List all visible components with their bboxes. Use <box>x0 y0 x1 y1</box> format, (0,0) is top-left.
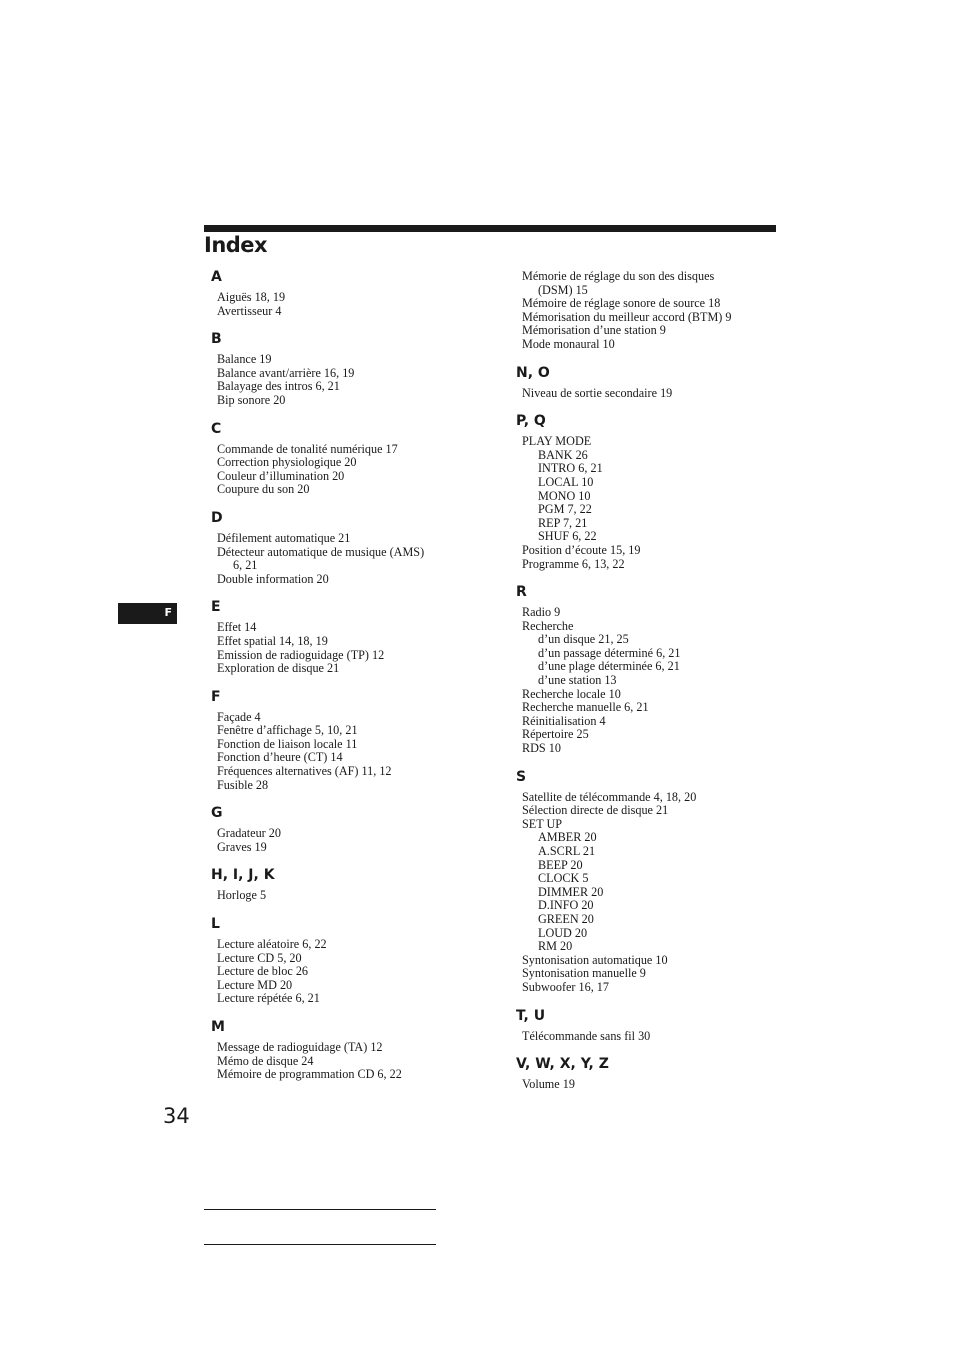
index-entry: Sélection directe de disque 21 <box>522 803 669 818</box>
index-entry: Horloge 5 <box>217 888 267 903</box>
index-entry: Lecture de bloc 26 <box>217 964 309 979</box>
index-entry: Effet spatial 14, 18, 19 <box>217 633 328 648</box>
index-group-m-continued <box>516 270 776 352</box>
index-entry: Fréquences alternatives (AF) 11, 12 <box>217 764 392 779</box>
index-entry: Avertisseur 4 <box>217 303 282 318</box>
index-entry: Fusible 28 <box>217 777 269 792</box>
index-entry: Mémo de disque 24 <box>217 1053 314 1068</box>
index-entry: Recherche manuelle 6, 21 <box>522 700 649 715</box>
index-entry-continued: (DSM) 15 <box>538 282 588 297</box>
index-entry: Réinitialisation 4 <box>522 713 606 728</box>
index-subentry: GREEN 20 <box>538 911 594 926</box>
index-subentry: LOCAL 10 <box>538 474 594 489</box>
group-letter: P, Q <box>516 413 546 430</box>
index-entry: Lecture MD 20 <box>217 977 293 992</box>
index-entry-continued: 6, 21 <box>233 558 258 573</box>
group-letter: E <box>211 599 221 616</box>
page-title: Index <box>204 233 268 257</box>
index-entry: Gradateur 20 <box>217 826 281 841</box>
index-entry: Correction physiologique 20 <box>217 455 357 470</box>
index-subentry: A.SCRL 21 <box>538 844 596 858</box>
index-subentry: BANK 26 <box>538 447 588 462</box>
index-group-vwxyz <box>516 1055 776 1092</box>
index-entry: Mémorisation d’une station 9 <box>522 323 666 338</box>
index-subentry: D.INFO 20 <box>538 898 594 913</box>
index-entry: Détecteur automatique de musique (AMS) <box>217 544 425 559</box>
index-entry: Emission de radioguidage (TP) 12 <box>217 647 385 662</box>
index-group-g <box>211 804 501 854</box>
index-entry: PLAY MODE <box>522 434 592 449</box>
index-entry: Commande de tonalité numérique 17 <box>217 441 398 456</box>
index-entry: Bip sonore 20 <box>217 392 286 407</box>
index-subentry: PGM 7, 22 <box>538 502 592 517</box>
bottom-rule <box>204 1244 436 1245</box>
index-subentry: RM 20 <box>538 939 573 954</box>
index-subentry: AMBER 20 <box>538 830 597 845</box>
index-entry: Exploration de disque 21 <box>217 661 340 676</box>
index-subentry: d’une plage déterminée 6, 21 <box>538 659 680 674</box>
index-group-no <box>516 364 776 401</box>
group-letter: A <box>211 269 222 285</box>
index-group-hijk <box>211 866 501 903</box>
index-group-b <box>211 330 501 407</box>
group-letter: T, U <box>516 1007 546 1024</box>
group-letter: B <box>211 331 222 348</box>
index-group-e <box>211 598 501 675</box>
index-entry: Radio 9 <box>522 605 561 620</box>
index-entry: Double information 20 <box>217 571 329 586</box>
index-entry: Défilement automatique 21 <box>217 530 351 545</box>
index-subentry: d’une station 13 <box>538 673 617 688</box>
index-subentry: DIMMER 20 <box>538 884 604 899</box>
index-column-left <box>211 268 501 1082</box>
index-entry: Balance avant/arrière 16, 19 <box>217 365 355 380</box>
index-entry: Mode monaural 10 <box>522 336 615 351</box>
index-entry: Mémoire de réglage sonore de source 18 <box>522 296 721 311</box>
index-entry: Fonction de liaison locale 11 <box>217 736 358 751</box>
index-group-m <box>211 1018 501 1082</box>
language-tab <box>118 603 177 624</box>
index-subentry: d’un passage déterminé 6, 21 <box>538 645 681 660</box>
index-entry: Position d’écoute 15, 19 <box>522 542 641 557</box>
index-entry: Programme 6, 13, 22 <box>522 556 625 571</box>
index-subentry: LOUD 20 <box>538 925 588 940</box>
bottom-rule <box>204 1209 436 1210</box>
group-letter: V, W, X, Y, Z <box>516 1056 609 1073</box>
index-entry: Balance 19 <box>217 352 272 367</box>
index-subentry: CLOCK 5 <box>538 871 589 886</box>
group-letter: C <box>211 420 222 437</box>
group-letter: G <box>211 805 223 822</box>
page-number: 34 <box>163 1104 190 1128</box>
group-letter: L <box>211 916 220 933</box>
index-entry: RDS 10 <box>522 741 561 756</box>
index-entry: Graves 19 <box>217 839 267 854</box>
group-letter: R <box>516 584 527 601</box>
index-entry: Lecture aléatoire 6, 22 <box>217 937 327 952</box>
index-entry: Mémorie de réglage du son des disques <box>522 269 715 283</box>
index-entry: Couleur d’illumination 20 <box>217 468 345 483</box>
index-entry: Mémoire de programmation CD 6, 22 <box>217 1067 402 1082</box>
index-group-f <box>211 688 501 793</box>
index-entry: SET UP <box>522 816 563 831</box>
group-letter: S <box>516 768 527 785</box>
index-group-tu <box>516 1007 776 1044</box>
index-entry: Subwoofer 16, 17 <box>522 979 609 994</box>
index-group-d <box>211 509 501 586</box>
index-entry: Niveau de sortie secondaire 19 <box>522 385 673 400</box>
index-entry: Façade 4 <box>217 709 261 724</box>
index-entry: Syntonisation manuelle 9 <box>522 966 646 981</box>
index-entry: Lecture répétée 6, 21 <box>217 991 320 1006</box>
index-entry: Satellite de télécommande 4, 18, 20 <box>522 789 697 804</box>
index-group-pq <box>516 412 776 571</box>
index-entry: Coupure du son 20 <box>217 482 310 497</box>
index-entry: Fonction d’heure (CT) 14 <box>217 750 343 765</box>
language-tab-label: F <box>164 606 172 619</box>
index-subentry: BEEP 20 <box>538 857 583 872</box>
index-entry: Répertoire 25 <box>522 727 589 742</box>
index-entry: Lecture CD 5, 20 <box>217 950 302 965</box>
group-letter: F <box>211 688 221 705</box>
index-group-a <box>211 268 501 318</box>
index-entry: Syntonisation automatique 10 <box>522 952 668 967</box>
index-entry: Fenêtre d’affichage 5, 10, 21 <box>217 723 358 738</box>
top-rule <box>204 225 776 232</box>
group-letter: D <box>211 509 223 526</box>
index-entry: Balayage des intros 6, 21 <box>217 379 340 394</box>
group-letter: M <box>211 1019 225 1035</box>
index-entry: Volume 19 <box>522 1077 575 1092</box>
index-subentry: d’un disque 21, 25 <box>538 632 629 647</box>
index-group-r <box>516 583 776 756</box>
index-group-c <box>211 420 501 497</box>
index-entry: Télécommande sans fil 30 <box>522 1028 651 1043</box>
index-entry: Mémorisation du meilleur accord (BTM) 9 <box>522 309 732 324</box>
index-group-l <box>211 915 501 1006</box>
index-entry: Effet 14 <box>217 620 257 635</box>
index-entry: Aiguës 18, 19 <box>217 290 286 304</box>
group-letter: N, O <box>516 364 550 381</box>
group-letter: H, I, J, K <box>211 867 275 884</box>
index-group-s <box>516 768 776 995</box>
index-subentry: REP 7, 21 <box>538 515 588 530</box>
index-entry: Recherche <box>522 618 574 633</box>
index-column-right <box>516 270 776 1092</box>
index-subentry: SHUF 6, 22 <box>538 529 597 544</box>
index-entry: Message de radioguidage (TA) 12 <box>217 1040 383 1054</box>
index-entry: Recherche locale 10 <box>522 686 621 701</box>
index-subentry: MONO 10 <box>538 488 591 503</box>
index-subentry: INTRO 6, 21 <box>538 461 603 476</box>
